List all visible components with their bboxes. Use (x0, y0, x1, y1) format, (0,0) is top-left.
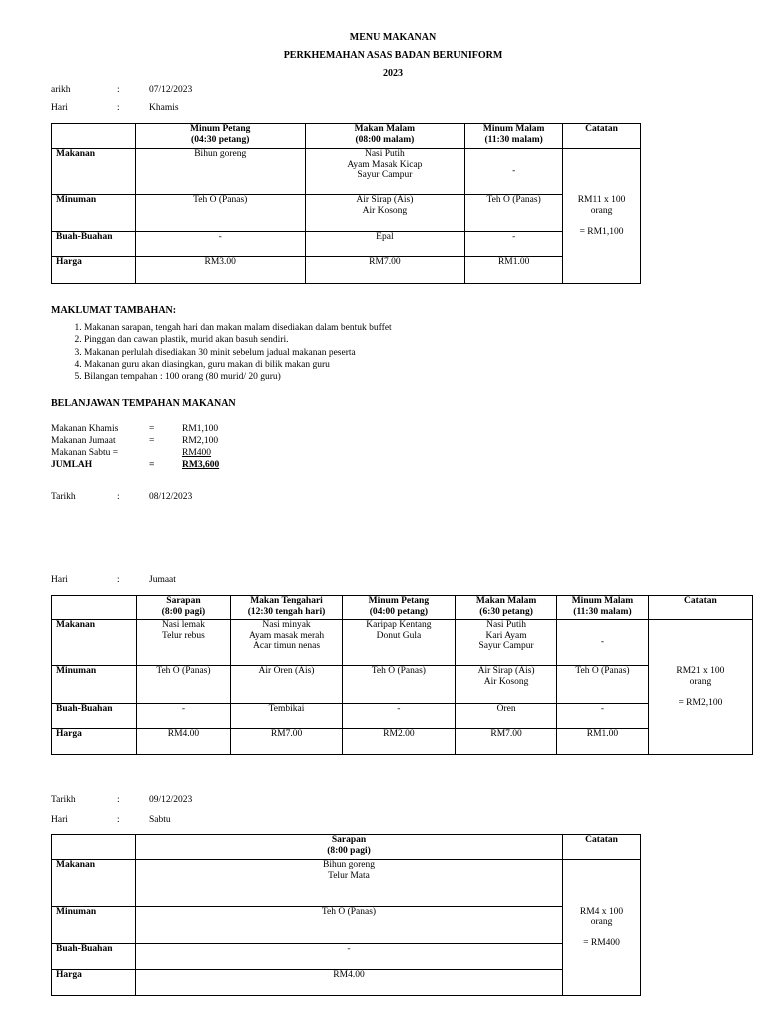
date-value: 07/12/2023 (149, 85, 193, 95)
row-label: Minuman (52, 195, 136, 232)
day3-menu-table (51, 834, 641, 996)
date-label: arikh (51, 85, 71, 95)
row-label: Harga (52, 257, 136, 284)
table-row (52, 860, 641, 907)
table-cell: RM2.00 (342, 729, 455, 755)
colon: : (117, 492, 120, 502)
day-value: Khamis (149, 103, 179, 113)
col-header: Minum Malam (11:30 malam) (465, 124, 563, 149)
budget-value: RM2,100 (182, 436, 219, 446)
document-title: MENU MAKANAN (349, 32, 437, 43)
header-row (52, 835, 641, 860)
section-heading-belanjawan: BELANJAWAN TEMPAHAN MAKANAN (51, 398, 236, 409)
table-cell: RM7.00 (305, 257, 465, 284)
list-item: 5. Bilangan tempahan : 100 orang (80 murid/ 20 guru) (84, 371, 584, 383)
col-header: Makan Malam (6:30 petang) (456, 596, 557, 620)
table-row (52, 907, 641, 944)
total-label: JUMLAH (51, 460, 93, 470)
table-cell: RM7.00 (456, 729, 557, 755)
col-header: Minum Petang (04:00 petang) (342, 596, 455, 620)
row-label: Buah-Buahan (52, 232, 136, 257)
day-value: Sabtu (149, 815, 171, 825)
table-cell: Oren (456, 704, 557, 729)
corner-cell (52, 835, 136, 860)
table-cell: Bihun goreng Telur Mata (135, 860, 562, 907)
table-cell: Epal (305, 232, 465, 257)
day-label: Hari (51, 815, 68, 825)
table-row (52, 704, 753, 729)
table-cell: - (465, 149, 563, 195)
table-cell: RM4.00 (135, 970, 562, 996)
table-cell: - (135, 232, 305, 257)
table-cell: Tembikai (231, 704, 342, 729)
table-cell: Air Sirap (Ais) Air Kosong (305, 195, 465, 232)
table-cell: Teh O (Panas) (342, 666, 455, 704)
table-row (52, 970, 641, 996)
table-cell: RM1.00 (557, 729, 649, 755)
colon: : (117, 795, 120, 805)
table-row (52, 620, 753, 666)
table-cell: Teh O (Panas) (557, 666, 649, 704)
table-cell: RM3.00 (135, 257, 305, 284)
row-label: Buah-Buahan (52, 944, 136, 970)
col-header-catatan: Catatan (648, 596, 752, 620)
catatan-cell: RM21 x 100 orang = RM2,100 (648, 620, 752, 755)
budget-row (51, 436, 251, 448)
col-header: Minum Petang (04:30 petang) (135, 124, 305, 149)
row-label: Makanan (52, 620, 137, 666)
table-cell: Karipap Kentang Donut Gula (342, 620, 455, 666)
catatan-cell: RM4 x 100 orang = RM400 (563, 860, 641, 996)
document-year: 2023 (383, 68, 403, 79)
table-row (52, 232, 641, 257)
day-value: Jumaat (149, 575, 176, 585)
budget-value: RM400 (182, 448, 212, 458)
extra-info-list (51, 322, 584, 383)
table-cell: Teh O (Panas) (135, 195, 305, 232)
document-subtitle: PERKHEMAHAN ASAS BADAN BERUNIFORM (283, 50, 503, 61)
table-cell: Air Oren (Ais) (231, 666, 342, 704)
col-header: Makan Tengahari (12:30 tengah hari) (231, 596, 342, 620)
catatan-cell: RM11 x 100 orang = RM1,100 (563, 149, 641, 284)
budget-value: RM1,100 (182, 424, 219, 434)
table-cell: Teh O (Panas) (465, 195, 563, 232)
colon: : (117, 103, 120, 113)
table-row (52, 257, 641, 284)
table-cell: Bihun goreng (135, 149, 305, 195)
day-label: Hari (51, 575, 68, 585)
colon: : (117, 85, 120, 95)
list-item: 2. Pinggan dan cawan plastik, murid akan basuh sendiri. (84, 334, 584, 346)
budget-label: Makanan Sabtu = (51, 448, 119, 458)
equals-sign: = (149, 424, 155, 434)
day1-menu-table (51, 123, 641, 284)
table-cell: Nasi lemak Telur rebus (136, 620, 231, 666)
row-label: Makanan (52, 149, 136, 195)
date-label: Tarikh (51, 795, 76, 805)
col-header: Makan Malam (08:00 malam) (305, 124, 465, 149)
list-item: 3. Makanan perlulah disediakan 30 minit sebelum jadual makanan peserta (84, 347, 584, 359)
header-row (52, 124, 641, 149)
day-label: Hari (51, 103, 68, 113)
table-cell: - (342, 704, 455, 729)
table-cell: RM7.00 (231, 729, 342, 755)
table-cell: - (465, 232, 563, 257)
row-label: Makanan (52, 860, 136, 907)
row-label: Minuman (52, 907, 136, 944)
table-cell: Teh O (Panas) (136, 666, 231, 704)
table-cell: Nasi Putih Kari Ayam Sayur Campur (456, 620, 557, 666)
date-value: 09/12/2023 (149, 795, 193, 805)
col-header-catatan: Catatan (563, 835, 641, 860)
day2-menu-table (51, 595, 753, 755)
list-item: 1. Makanan sarapan, tengah hari dan makan malam disediakan dalam bentuk buffet (84, 322, 584, 334)
list-item: 4. Makanan guru akan diasingkan, guru makan di bilik makan guru (84, 359, 584, 371)
table-row (52, 729, 753, 755)
colon: : (117, 815, 120, 825)
table-cell: RM4.00 (136, 729, 231, 755)
col-header: Sarapan (8:00 pagi) (136, 596, 231, 620)
table-cell: Nasi minyak Ayam masak merah Acar timun nenas (231, 620, 342, 666)
section-heading-tambahan: MAKLUMAT TAMBAHAN: (51, 305, 177, 316)
table-row (52, 944, 641, 970)
table-row (52, 149, 641, 195)
budget-total-row (51, 460, 251, 472)
colon: : (117, 575, 120, 585)
table-cell: Teh O (Panas) (135, 907, 562, 944)
row-label: Buah-Buahan (52, 704, 137, 729)
budget-block (51, 424, 251, 472)
total-value: RM3,600 (182, 460, 220, 470)
table-cell: - (557, 704, 649, 729)
budget-row (51, 424, 251, 436)
budget-row (51, 448, 251, 460)
equals-sign: = (149, 436, 155, 446)
budget-label: Makanan Khamis (51, 424, 119, 434)
table-cell: - (557, 620, 649, 666)
corner-cell (52, 124, 136, 149)
table-cell: Nasi Putih Ayam Masak Kicap Sayur Campur (305, 149, 465, 195)
col-header-catatan: Catatan (563, 124, 641, 149)
row-label: Harga (52, 729, 137, 755)
budget-label: Makanan Jumaat (51, 436, 116, 446)
row-label: Minuman (52, 666, 137, 704)
table-cell: - (135, 944, 562, 970)
date-label: Tarikh (51, 492, 76, 502)
table-cell: - (136, 704, 231, 729)
date-value: 08/12/2023 (149, 492, 193, 502)
table-cell: RM1.00 (465, 257, 563, 284)
corner-cell (52, 596, 137, 620)
header-row (52, 596, 753, 620)
equals-sign: = (149, 460, 155, 470)
table-cell: Air Sirap (Ais) Air Kosong (456, 666, 557, 704)
row-label: Harga (52, 970, 136, 996)
col-header: Minum Malam (11:30 malam) (557, 596, 649, 620)
table-row (52, 666, 753, 704)
table-row (52, 195, 641, 232)
col-header: Sarapan (8:00 pagi) (135, 835, 562, 860)
